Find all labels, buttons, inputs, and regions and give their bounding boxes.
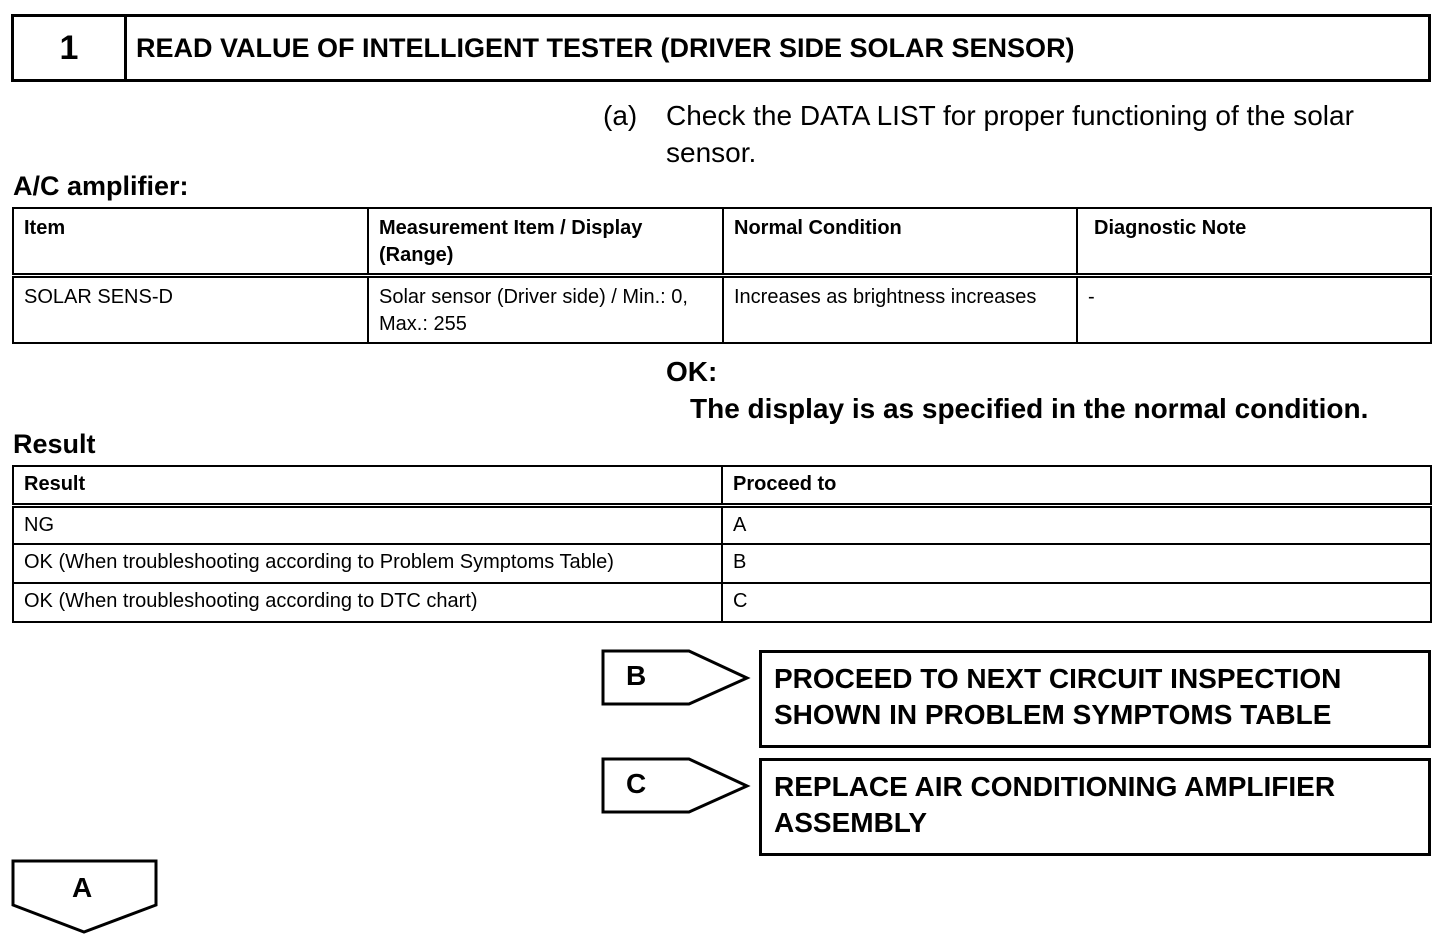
header-diagnostic-note: Diagnostic Note [1077,208,1431,276]
cell-result: OK (When troubleshooting according to Problem Symptoms Table) [13,544,722,583]
branch-a-letter: A [72,872,93,903]
instruction-letter: (a) [603,100,638,131]
table-row [13,583,1431,622]
cell-proceed-to: A [722,505,1431,544]
result-label: Result [13,429,96,459]
cell-measurement: Solar sensor (Driver side) / Min.: 0, Max.: 255 [368,276,723,344]
ok-text: The display is as specified in the normal condition. [690,393,1369,424]
branch-b-arrow [601,649,751,707]
data-list-label: A/C amplifier: [13,171,189,201]
right-arrow-icon [601,757,751,815]
result-table [12,465,1432,623]
result-header-row [13,466,1431,505]
cell-result: NG [13,505,722,544]
branch-c-action: REPLACE AIR CONDITIONING AMPLIFIER ASSEMBLY [759,758,1431,856]
ok-label: OK: [666,356,718,387]
step-number: 1 [14,17,127,79]
header-result: Result [13,466,722,505]
right-arrow-icon [601,649,751,707]
cell-proceed-to: C [722,583,1431,622]
data-list-header-row [13,208,1431,276]
header-measurement: Measurement Item / Display (Range) [368,208,723,276]
cell-proceed-to: B [722,544,1431,583]
step-title: READ VALUE OF INTELLIGENT TESTER (DRIVER SIDE SOLAR SENSOR) [136,32,1075,63]
cell-result: OK (When troubleshooting according to DTC chart) [13,583,722,622]
branch-b-action: PROCEED TO NEXT CIRCUIT INSPECTION SHOWN IN PROBLEM SYMPTOMS TABLE [759,650,1431,748]
table-row [13,276,1431,344]
cell-normal-condition: Increases as brightness increases [723,276,1077,344]
header-proceed-to: Proceed to [722,466,1431,505]
branch-a-arrow [11,859,159,935]
data-list-table [12,207,1432,344]
table-row [13,544,1431,583]
branch-c-letter: C [626,768,647,799]
branch-c-arrow [601,757,751,815]
table-row [13,505,1431,544]
step-header [11,14,1431,82]
instruction-text: Check the DATA LIST for proper functioning of the solar sensor. [666,100,1354,168]
cell-item: SOLAR SENS-D [13,276,368,344]
header-normal-condition: Normal Condition [723,208,1077,276]
header-item: Item [13,208,368,276]
branch-b-letter: B [626,660,647,691]
cell-diagnostic-note: - [1077,276,1431,344]
